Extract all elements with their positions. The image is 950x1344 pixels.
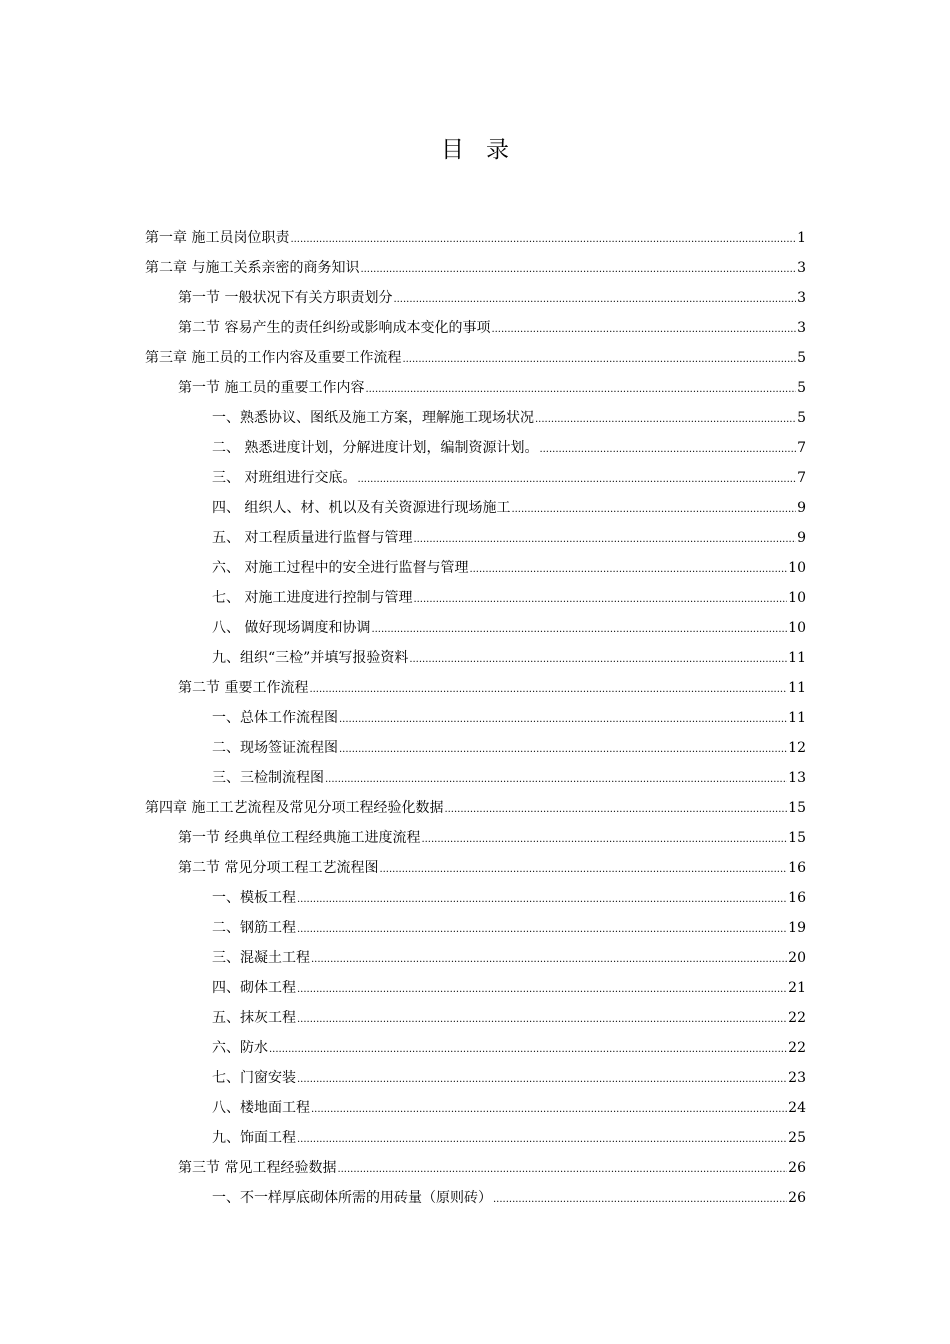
toc-entry-page-number: 1	[797, 230, 806, 246]
toc-entry[interactable]	[145, 793, 806, 823]
toc-entry[interactable]	[145, 583, 806, 613]
toc-entry-label: 四、砌体工程	[212, 980, 296, 996]
toc-dot-leader	[311, 945, 787, 975]
toc-entry-page-number: 26	[788, 1190, 806, 1206]
toc-entry[interactable]	[145, 643, 806, 673]
toc-dot-leader	[409, 645, 787, 675]
toc-dot-leader	[413, 585, 787, 615]
toc-dot-leader	[325, 765, 787, 795]
toc-entry[interactable]	[145, 1093, 806, 1123]
toc-entry[interactable]	[145, 733, 806, 763]
toc-entry[interactable]	[145, 343, 806, 373]
toc-entry-label: 第一节 一般状况下有关方职责划分	[178, 290, 393, 306]
toc-entry-page-number: 9	[797, 500, 806, 516]
toc-entry-label: 第一节 施工员的重要工作内容	[178, 380, 365, 396]
toc-entry[interactable]	[145, 493, 806, 523]
toc-dot-leader	[402, 345, 796, 375]
toc-entry-label: 第二节 常见分项工程工艺流程图	[178, 860, 379, 876]
toc-entry-label: 七、门窗安装	[212, 1070, 296, 1086]
toc-entry-page-number: 26	[788, 1160, 806, 1176]
toc-entry-page-number: 11	[788, 650, 806, 666]
toc-dot-leader	[539, 435, 796, 465]
toc-entry-label: 五、抹灰工程	[212, 1010, 296, 1026]
toc-entry-label: 第二节 容易产生的责任纠纷或影响成本变化的事项	[178, 320, 491, 336]
toc-entry-page-number: 21	[788, 980, 806, 996]
toc-entry-label: 八、楼地面工程	[212, 1100, 310, 1116]
toc-entry[interactable]	[145, 823, 806, 853]
toc-dot-leader	[357, 465, 796, 495]
toc-dot-leader	[365, 375, 796, 405]
toc-entry[interactable]	[145, 913, 806, 943]
toc-entry[interactable]	[145, 313, 806, 343]
toc-entry[interactable]	[145, 523, 806, 553]
toc-entry-page-number: 24	[788, 1100, 806, 1116]
toc-entry[interactable]	[145, 673, 806, 703]
toc-entry-page-number: 20	[788, 950, 806, 966]
table-of-contents	[145, 223, 806, 1213]
toc-entry-label: 八、 做好现场调度和协调	[212, 620, 371, 636]
toc-dot-leader	[297, 1125, 787, 1155]
toc-entry-page-number: 25	[788, 1130, 806, 1146]
toc-entry-label: 一、熟悉协议、图纸及施工方案，理解施工现场状况	[212, 410, 534, 426]
toc-entry-label: 三、三检制流程图	[212, 770, 324, 786]
toc-entry[interactable]	[145, 763, 806, 793]
toc-entry-label: 七、 对施工进度进行控制与管理	[212, 590, 413, 606]
toc-entry-page-number: 16	[788, 890, 806, 906]
toc-entry-page-number: 10	[788, 560, 806, 576]
toc-dot-leader	[339, 705, 787, 735]
toc-entry-page-number: 12	[788, 740, 806, 756]
toc-dot-leader	[309, 675, 787, 705]
toc-dot-leader	[297, 915, 787, 945]
toc-entry-label: 二、现场签证流程图	[212, 740, 338, 756]
toc-entry[interactable]	[145, 1033, 806, 1063]
toc-entry[interactable]	[145, 283, 806, 313]
toc-entry[interactable]	[145, 943, 806, 973]
toc-entry[interactable]	[145, 883, 806, 913]
toc-entry[interactable]	[145, 1123, 806, 1153]
toc-entry[interactable]	[145, 553, 806, 583]
toc-dot-leader	[491, 315, 796, 345]
toc-entry-label: 六、 对施工过程中的安全进行监督与管理	[212, 560, 469, 576]
toc-dot-leader	[393, 285, 796, 315]
toc-entry-label: 一、不一样厚底砌体所需的用砖量（原则砖）	[212, 1190, 492, 1206]
toc-entry-page-number: 22	[788, 1040, 806, 1056]
toc-dot-leader	[379, 855, 787, 885]
toc-entry-label: 第二节 重要工作流程	[178, 680, 309, 696]
toc-dot-leader	[511, 495, 796, 525]
toc-entry-label: 第三节 常见工程经验数据	[178, 1160, 337, 1176]
toc-entry[interactable]	[145, 703, 806, 733]
toc-entry-page-number: 22	[788, 1010, 806, 1026]
toc-entry-label: 一、总体工作流程图	[212, 710, 338, 726]
toc-dot-leader	[337, 1155, 787, 1185]
toc-dot-leader	[469, 555, 787, 585]
toc-entry-label: 二、 熟悉进度计划，分解进度计划，编制资源计划。	[212, 440, 539, 456]
toc-entry-page-number: 11	[788, 710, 806, 726]
toc-entry-page-number: 3	[797, 290, 806, 306]
toc-dot-leader	[297, 1005, 787, 1035]
toc-entry[interactable]	[145, 403, 806, 433]
toc-entry-label: 第四章 施工工艺流程及常见分项工程经验化数据	[145, 800, 444, 816]
toc-dot-leader	[297, 1065, 787, 1095]
toc-entry-page-number: 7	[797, 470, 806, 486]
toc-entry-page-number: 10	[788, 620, 806, 636]
toc-entry-page-number: 3	[797, 320, 806, 336]
toc-entry-label: 九、饰面工程	[212, 1130, 296, 1146]
toc-entry-page-number: 23	[788, 1070, 806, 1086]
toc-entry[interactable]	[145, 1183, 806, 1213]
toc-entry[interactable]	[145, 973, 806, 1003]
toc-dot-leader	[297, 885, 787, 915]
toc-entry[interactable]	[145, 1063, 806, 1093]
toc-entry-label: 第一节 经典单位工程经典施工进度流程	[178, 830, 421, 846]
toc-entry[interactable]	[145, 433, 806, 463]
toc-dot-leader	[413, 525, 796, 555]
toc-dot-leader	[493, 1185, 787, 1215]
toc-entry-label: 第一章 施工员岗位职责	[145, 230, 290, 246]
toc-entry[interactable]	[145, 1153, 806, 1183]
toc-entry-page-number: 15	[788, 800, 806, 816]
toc-dot-leader	[421, 825, 787, 855]
toc-entry[interactable]	[145, 853, 806, 883]
toc-entry-label: 九、组织“三检”并填写报验资料	[212, 650, 409, 666]
toc-entry-label: 第三章 施工员的工作内容及重要工作流程	[145, 350, 402, 366]
toc-entry-page-number: 13	[788, 770, 806, 786]
toc-entry[interactable]	[145, 1003, 806, 1033]
toc-dot-leader	[444, 795, 787, 825]
toc-entry-page-number: 11	[788, 680, 806, 696]
toc-entry-page-number: 5	[797, 350, 806, 366]
toc-dot-leader	[339, 735, 787, 765]
toc-dot-leader	[297, 975, 787, 1005]
toc-dot-leader	[311, 1095, 787, 1125]
toc-entry-page-number: 15	[788, 830, 806, 846]
toc-dot-leader	[269, 1035, 787, 1065]
toc-entry-page-number: 5	[797, 410, 806, 426]
toc-entry-label: 五、 对工程质量进行监督与管理	[212, 530, 413, 546]
toc-entry-label: 二、钢筋工程	[212, 920, 296, 936]
toc-entry-page-number: 3	[797, 260, 806, 276]
toc-entry[interactable]	[145, 613, 806, 643]
toc-entry[interactable]	[145, 373, 806, 403]
toc-title: 目录	[441, 137, 531, 163]
toc-entry-label: 三、混凝土工程	[212, 950, 310, 966]
toc-entry-page-number: 7	[797, 440, 806, 456]
toc-entry-page-number: 19	[788, 920, 806, 936]
toc-dot-leader	[535, 405, 796, 435]
toc-entry[interactable]	[145, 253, 806, 283]
toc-entry-page-number: 5	[797, 380, 806, 396]
toc-entry-label: 一、模板工程	[212, 890, 296, 906]
toc-dot-leader	[371, 615, 787, 645]
toc-entry-label: 四、 组织人、材、机以及有关资源进行现场施工	[212, 500, 511, 516]
toc-dot-leader	[360, 255, 796, 285]
toc-entry-label: 第二章 与施工关系亲密的商务知识	[145, 260, 360, 276]
toc-entry-label: 六、防水	[212, 1040, 268, 1056]
toc-entry-page-number: 9	[797, 530, 806, 546]
toc-entry-label: 三、 对班组进行交底。	[212, 470, 357, 486]
toc-entry[interactable]	[145, 463, 806, 493]
toc-dot-leader	[290, 225, 796, 255]
toc-entry-page-number: 16	[788, 860, 806, 876]
toc-entry-page-number: 10	[788, 590, 806, 606]
toc-entry[interactable]	[145, 223, 806, 253]
